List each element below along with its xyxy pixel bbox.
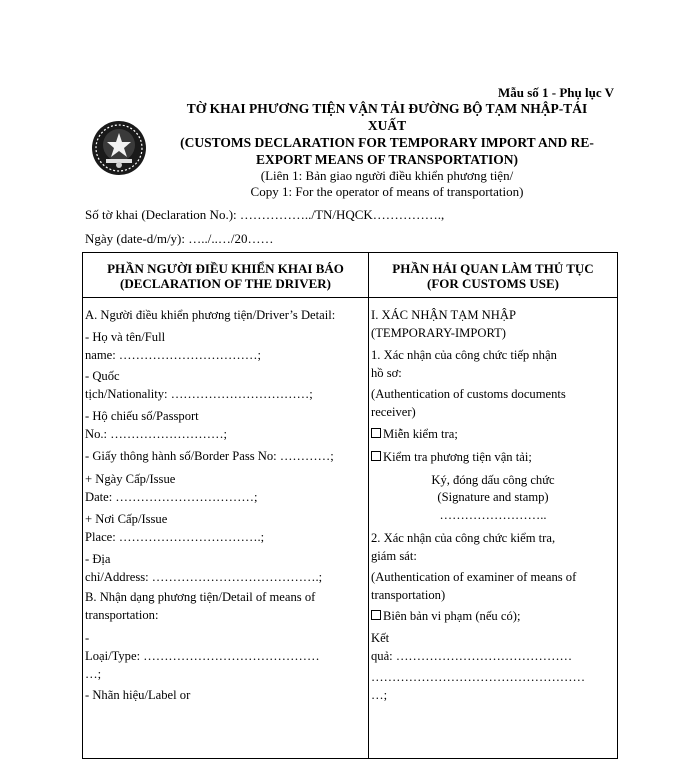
declaration-date: Ngày (date-d/m/y): …../..…/20…… (85, 231, 274, 246)
inspect-option[interactable] (371, 450, 532, 465)
customs-section (369, 298, 618, 759)
vehicle-type-field-end: …; (85, 667, 102, 681)
section-i-heading-en: (TEMPORARY-IMPORT) (371, 326, 506, 340)
issue-place-field[interactable]: Place: …………………………….; (85, 530, 265, 544)
inspect-checkbox[interactable] (371, 451, 381, 461)
receiver-auth-en-cont: receiver) (371, 405, 416, 419)
title-vi-line-2: XUẤT (367, 118, 407, 133)
driver-header-vi: PHẦN NGƯỜI ĐIỀU KHIỂN KHAI BÁO (107, 261, 344, 276)
exempt-checkbox[interactable] (371, 428, 381, 438)
exempt-label: Miễn kiểm tra; (383, 427, 458, 441)
receiver-auth-title: 1. Xác nhận của công chức tiếp nhận (371, 348, 557, 362)
copy-note-en: Copy 1: For the operator of means of transportation) (250, 184, 524, 199)
driver-section (83, 298, 369, 759)
examiner-auth-en-cont: transportation) (371, 588, 446, 602)
inspect-label: Kiểm tra phương tiện vận tải; (383, 450, 532, 464)
result-field-cont[interactable]: …………………………………………… (371, 670, 586, 684)
examiner-auth-title: 2. Xác nhận của công chức kiểm tra, (371, 531, 556, 545)
type-dash: - (85, 631, 90, 645)
section-b-heading-cont: transportation: (85, 608, 159, 622)
result-field[interactable]: quả: …………………………………… (371, 649, 573, 663)
signature-label-en: (Signature and stamp) (437, 490, 549, 504)
examiner-auth-en: (Authentication of examiner of means of (371, 570, 577, 584)
declaration-table (82, 252, 618, 759)
label-field: - Nhãn hiệu/Label or (85, 688, 191, 702)
issue-date-field[interactable]: Date: ……………………………; (85, 490, 258, 504)
violation-label: Biên bản vi phạm (nếu có); (383, 609, 521, 623)
full-name-label: - Họ và tên/Full (85, 330, 166, 344)
passport-label: - Hộ chiếu số/Passport (85, 409, 199, 423)
declaration-number: Số tờ khai (Declaration No.): ……………../TN/HQCK……………., (85, 207, 445, 222)
full-name-field[interactable]: name: ……………………………; (85, 348, 261, 362)
section-i-heading: I. XÁC NHẬN TẠM NHẬP (371, 308, 516, 322)
border-pass-field[interactable]: - Giấy thông hành số/Border Pass No: …………; (85, 449, 334, 463)
nationality-label: - Quốc (85, 369, 120, 383)
exempt-option[interactable] (371, 427, 458, 442)
signature-line[interactable]: …………………….. (439, 508, 547, 522)
receiver-auth-en: (Authentication of customs documents (371, 387, 566, 401)
title-block (150, 100, 624, 200)
copy-note-vi: (Liên 1: Bản giao người điều khiển phương tiện/ (260, 168, 514, 183)
examiner-auth-title-cont: giám sát: (371, 549, 417, 563)
violation-checkbox[interactable] (371, 610, 381, 620)
violation-option[interactable] (371, 609, 520, 624)
title-en-line-2: EXPORT MEANS OF TRANSPORTATION) (256, 152, 518, 167)
issue-date-label: + Ngày Cấp/Issue (85, 472, 176, 486)
section-b-heading: B. Nhận dạng phương tiện/Detail of means of (85, 590, 316, 604)
title-en-line-1: (CUSTOMS DECLARATION FOR TEMPORARY IMPORT AND RE- (180, 135, 594, 150)
issue-place-label: + Nơi Cấp/Issue (85, 512, 168, 526)
passport-field[interactable]: No.: ………………………; (85, 427, 228, 441)
result-field-end: …; (371, 688, 388, 702)
driver-header-en: (DECLARATION OF THE DRIVER) (119, 276, 332, 291)
customs-header-vi: PHẦN HẢI QUAN LÀM THỦ TỤC (392, 261, 594, 276)
address-field[interactable]: chỉ/Address: ………………………………….; (85, 570, 323, 584)
customs-section-header (369, 253, 618, 298)
receiver-auth-title-cont: hồ sơ: (371, 366, 402, 380)
result-label: Kết (371, 631, 390, 645)
nationality-field[interactable]: tịch/Nationality: ……………………………; (85, 387, 313, 401)
vehicle-type-field[interactable]: Loại/Type: …………………………………… (85, 649, 320, 663)
section-a-heading: A. Người điều khiển phương tiện/Driver’s Detail: (85, 308, 336, 322)
form-number: Mẫu số 1 - Phụ lục V (497, 85, 614, 100)
address-label: - Địa (85, 552, 111, 566)
customs-header-en: (FOR CUSTOMS USE) (427, 276, 559, 291)
driver-section-header (83, 253, 369, 298)
signature-label-vi: Ký, đóng dấu công chức (431, 473, 555, 487)
national-emblem-icon (90, 119, 148, 177)
title-vi-line-1: TỜ KHAI PHƯƠNG TIỆN VẬN TẢI ĐƯỜNG BỘ TẠM NHẬP-TÁI (186, 101, 588, 116)
